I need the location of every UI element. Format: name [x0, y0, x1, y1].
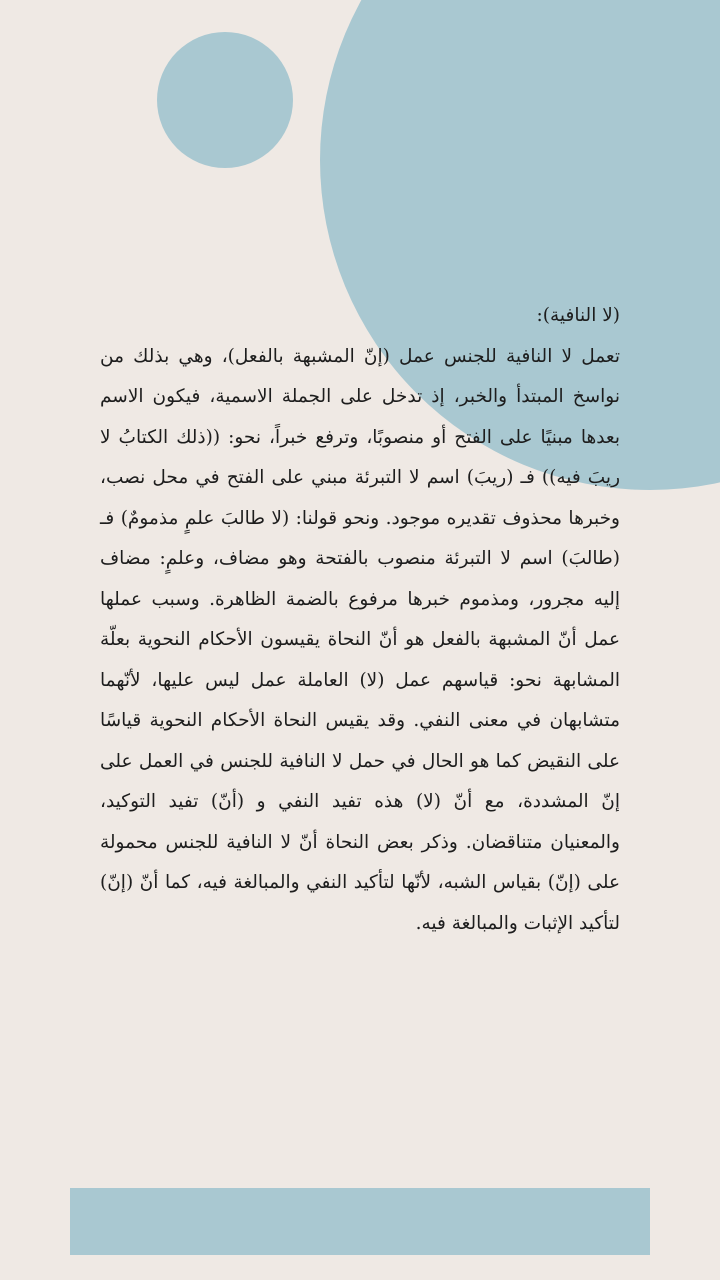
body-paragraph: تعمل لا النافية للجنس عمل (إنّ المشبهة بالفعل)، وهي بذلك من نواسخ المبتدأ والخبر، إذ تدخل على الجملة الاسمية، فيكون الاسم بعدها مبنيًا على الفتح أو منصوبًا، وترفع خبراً، نحو: ((ذلك الكتابُ لا ريبَ فيه)) فـ (ريبَ) اسم لا التبرئة مبني على الفتح في محل نصب، وخبرها محذوف تقديره موجود. ونحو قولنا: (لا طالبَ علمٍ مذمومٌ) فـ (طالبَ) اسم لا التبرئة منصوب بالفتحة وهو مضاف، وعلمٍ: مضاف إليه مجرور، ومذموم خبرها مرفوع بالضمة الظاهرة. وسبب عملها عمل أنّ المشبهة بالفعل هو أنّ النحاة يقيسون الأحكام النحوية بعلّة المشابهة نحو: قياسهم عمل (لا) العاملة عمل ليس عليها، لأنّهما متشابهان في معنى النفي. وقد يقيس النحاة الأحكام النحوية قياسًا على النقيض كما هو الحال في حمل لا النافية للجنس في العمل على إنّ المشددة، مع أنّ (لا) هذه تفيد النفي و (أنّ) تفيد التوكيد، والمعنيان متناقضان. وذكر بعض النحاة أنّ لا النافية للجنس محمولة على (إنّ) بقياس الشبه، لأنّها لتأكيد النفي والمبالغة فيه، كما أنّ (إنّ) لتأكيد الإثبات والمبالغة فيه.	[100, 345, 620, 934]
decorative-footer-bar	[70, 1188, 650, 1255]
text-block	[100, 296, 620, 944]
decorative-small-circle	[157, 32, 293, 168]
section-heading: (لا النافية):	[536, 305, 620, 326]
